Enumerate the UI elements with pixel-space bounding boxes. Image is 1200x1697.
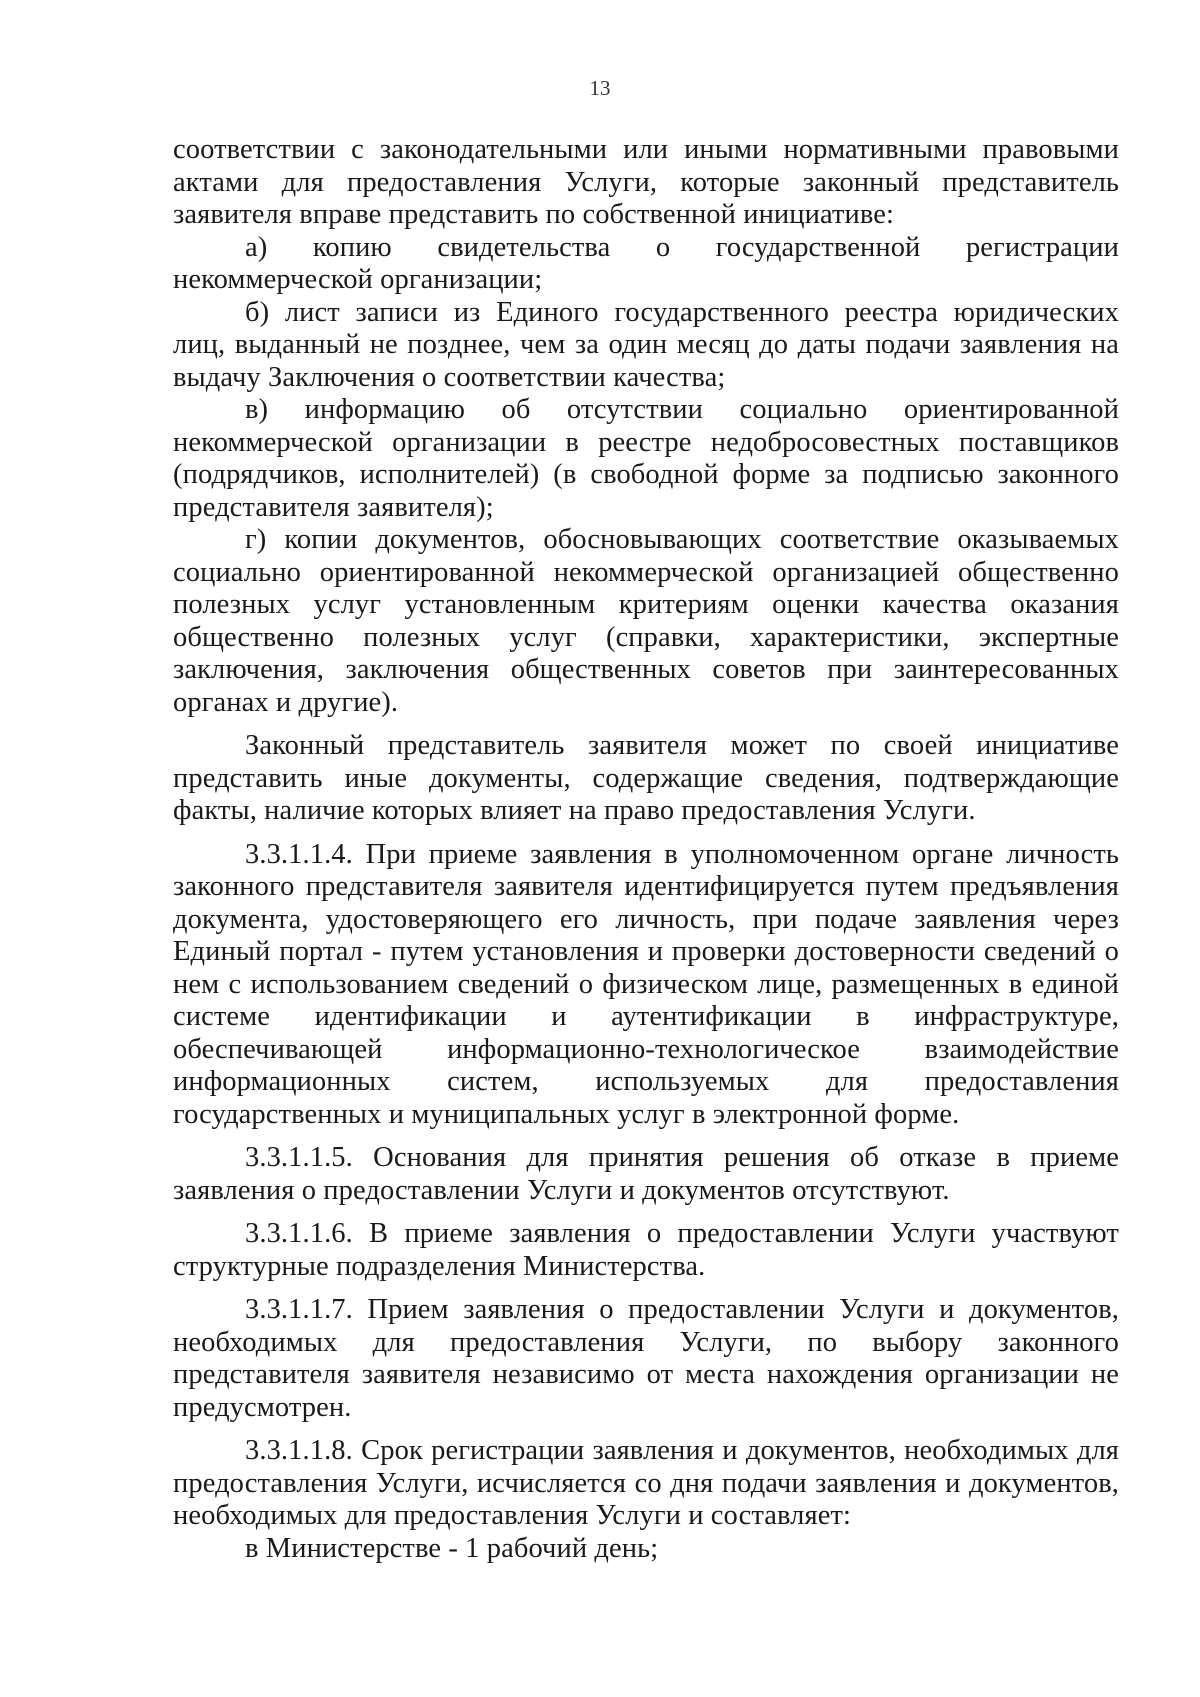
document-body: [173, 134, 1119, 1565]
page-number: 13: [589, 76, 611, 100]
registration-term-ministry: в Министерстве - 1 рабочий день;: [245, 1532, 659, 1564]
paragraph-continuation: соответствии с законодательными или иными нормативными правовыми актами для предоставления Услуги, которые законный представитель заявителя вправе представить по собственной инициативе:: [173, 134, 1119, 230]
clause-3-3-1-1-5: 3.3.1.1.5. Основания для принятия решения об отказе в приеме заявления о предоставлении Услуги и документов отсутствуют.: [173, 1142, 1119, 1206]
paragraph-other-documents: Законный представитель заявителя может по своей инициативе представить иные документы, содержащие сведения, подтверждающие факты, наличие которых влияет на право предоставления Услуги.: [173, 730, 1119, 826]
list-item-g: г) копии документов, обосновывающих соответствие оказываемых социально ориентированной некоммерческой организацией общественно полезных услуг установленным критериям оценки качества оказания общественно полезных услуг (справки, характеристики, экспертные заключения, заключения общественных советов при заинтересованных органах и другие).: [173, 524, 1119, 718]
clause-3-3-1-1-6: 3.3.1.1.6. В приеме заявления о предоставлении Услуги участвуют структурные подразделения Министерства.: [173, 1218, 1119, 1282]
clause-3-3-1-1-4: 3.3.1.1.4. При приеме заявления в уполномоченном органе личность законного представителя заявителя идентифицируется путем предъявления документа, удостоверяющего его личность, при подаче заявления через Единый портал - путем установления и проверки достоверности сведений о нем с использованием сведений о физическом лице, размещенных в единой системе идентификации и аутентификации в инфраструктуре, обеспечивающей информационно-технологическое взаимодействие информационных систем, используемых для предоставления государственных и муниципальных услуг в электронной форме.: [173, 838, 1119, 1130]
list-item-v: в) информацию об отсутствии социально ориентированной некоммерческой организации в реестре недобросовестных поставщиков (подрядчиков, исполнителей) (в свободной форме за подписью законного представителя заявителя);: [173, 394, 1119, 523]
clause-3-3-1-1-7: 3.3.1.1.7. Прием заявления о предоставлении Услуги и документов, необходимых для предоставления Услуги, по выбору законного представителя заявителя независимо от места нахождения организации не предусмотрен.: [173, 1294, 1119, 1423]
clause-3-3-1-1-8: 3.3.1.1.8. Срок регистрации заявления и документов, необходимых для предоставления Услуги, исчисляется со дня подачи заявления и документов, необходимых для предоставления Услуги и составляет:: [173, 1435, 1119, 1531]
list-item-a: а) копию свидетельства о государственной регистрации некоммерческой организации;: [173, 231, 1119, 295]
list-item-b: б) лист записи из Единого государственного реестра юридических лиц, выданный не позднее, чем за один месяц до даты подачи заявления на выдачу Заключения о соответствии качества;: [173, 296, 1119, 393]
